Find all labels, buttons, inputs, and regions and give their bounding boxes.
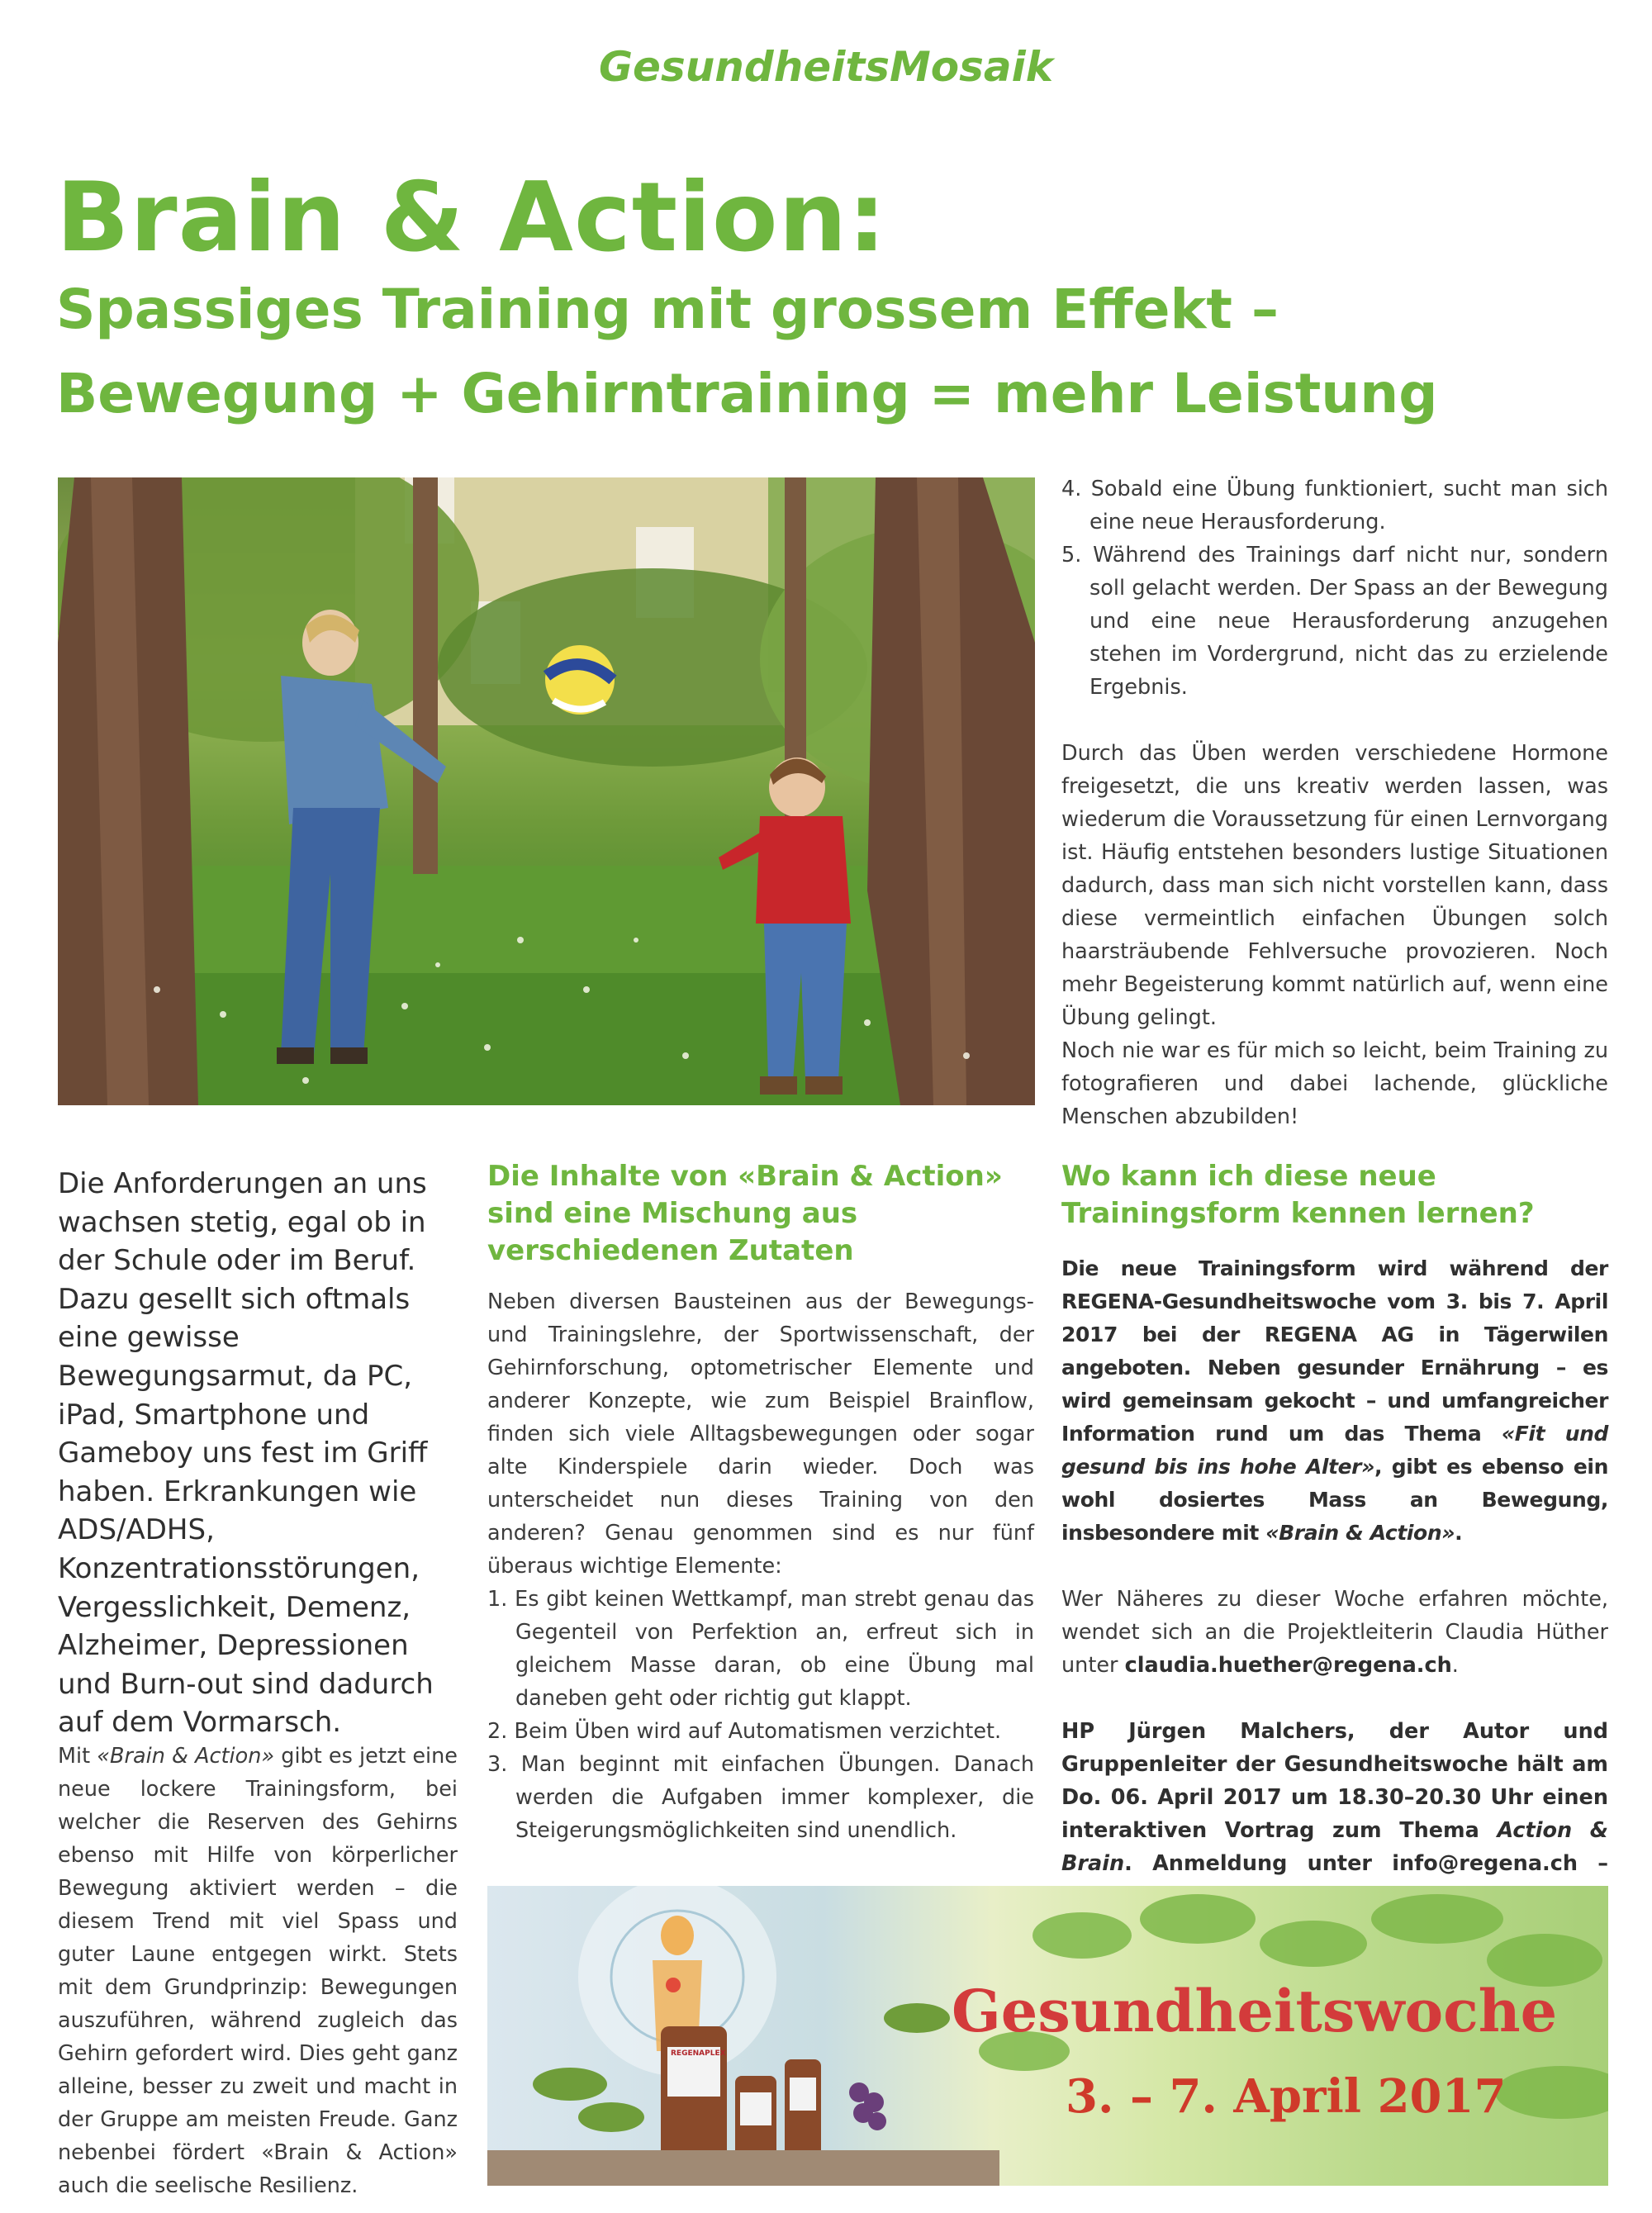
banner-date: 3. – 7. April 2017 xyxy=(1066,2069,1507,2124)
column2-heading-box xyxy=(487,1158,1041,1270)
column1-body xyxy=(58,1740,458,2202)
article-subtitle-line1: Spassiges Training mit grossem Effekt – xyxy=(56,278,1279,341)
list-item xyxy=(1061,473,1608,539)
section-rubric: GesundheitsMosaik xyxy=(599,43,1053,91)
event-banner xyxy=(487,1886,1608,2186)
text-run: . Anmeldung unter info@regena.ch – xyxy=(1124,1851,1608,1876)
hormones-paragraph: Durch das Üben werden verschiedene Hormone freigesetzt, die uns kreativ werden lassen, was wiederum die Voraussetzung für einen Lernvorgang ist. Häufig entstehen besonders lustige Situationen dadurch, dass man sich nicht vorstellen kann, dass diese vermeintlich einfachen Übungen solch haarsträubende Fehlversuche provozieren. Noch mehr Begeisterung kommt natürlich auf, wenn eine Übung gelingt. xyxy=(1061,741,1608,1030)
text-run: Mit xyxy=(58,1744,97,1769)
list-text: Während des Trainings darf nicht nur, sondern soll gelacht werden. Der Spass an der Bewegung und eine neue Herausforderung anzugehen stehen im Vordergrund, nicht das zu erzielende Ergebnis. xyxy=(1089,543,1609,700)
column3-heading-box xyxy=(1061,1158,1607,1232)
text-run: Wer Näheres zu dieser Woche erfahren möchte, wendet sich an die Projektleiterin Claudia Hüther unter xyxy=(1061,1587,1608,1678)
product-label: REGENAPLEX xyxy=(671,2049,726,2058)
column2-intro: Neben diversen Bausteinen aus der Bewegungs- und Trainingslehre, der Sportwissenschaft, der Gehirnforschung, optometrischer Elemente und anderer Konzepte, wie zum Beispiel Brainflow, finden sich viele Alltagsbewegungen oder sogar alte Kinderspiele darin wieder. Doch was unterscheidet nun dieses Training von den anderen? Genau genommen sind es nur fünf überaus wichtige Elemente: xyxy=(487,1289,1034,1579)
text-run: HP Jürgen Malchers, der Autor und Gruppenleiter der Gesundheitswoche hält am Do. 06. April 2017 um 18.30–20.30 Uhr einen interaktiven Vortrag zum Thema xyxy=(1061,1719,1608,1843)
event-paragraph xyxy=(1061,1252,1608,1550)
list-number: 5. xyxy=(1061,543,1082,567)
column3-heading: Wo kann ich diese neue Trainingsform kennen lernen? xyxy=(1061,1160,1535,1230)
list-item xyxy=(487,1583,1034,1715)
text-run: , gibt es ebenso ein wohl dosiertes Mass an Bewegung, insbesondere mit xyxy=(1061,1455,1608,1545)
article-subtitle-line2: Bewegung + Gehirntraining = mehr Leistung xyxy=(56,362,1438,425)
article-photo xyxy=(58,477,1035,1105)
list-item xyxy=(487,1748,1034,1847)
list-item xyxy=(1061,539,1608,704)
column3-body xyxy=(1061,1252,1608,1913)
lecture-paragraph xyxy=(1061,1715,1608,1913)
contact-email[interactable]: claudia.huether@regena.ch xyxy=(1124,1653,1452,1678)
lead-paragraph: Die Anforderungen an uns wachsen stetig, egal ob in der Schule oder im Beruf. Dazu gesellt sich oftmals eine gewisse Bewegungsarmut, da PC, iPad, Smartphone und Gameboy uns fest im Griff haben. Erkrankungen wie ADS/ADHS, Konzentrationsstörungen, Vergesslichkeit, Demenz, Alzheimer, Depressionen und Burn-out sind dadurch auf dem Vormarsch. xyxy=(58,1167,434,1740)
list-number: 3. xyxy=(487,1752,508,1777)
contact-paragraph xyxy=(1061,1583,1608,1682)
brand-emphasis: «Brain & Action» xyxy=(97,1744,275,1769)
list-text: Beim Üben wird auf Automatismen verzichtet. xyxy=(514,1719,1002,1744)
column3-top xyxy=(1061,473,1608,1133)
elements-list-continued xyxy=(1061,473,1608,704)
elements-list xyxy=(487,1583,1034,1847)
banner-title: Gesundheitswoche xyxy=(952,1977,1558,2045)
brand-emphasis: «Brain & Action» xyxy=(1265,1521,1455,1545)
column2-heading: Die Inhalte von «Brain & Action» sind eine Mischung aus verschiedenen Zutaten xyxy=(487,1160,1003,1267)
text-run: gibt es jetzt eine neue lockere Trainingsform, bei welcher die Reserven des Gehirns ebenso mit Hilfe von körperlicher Bewegung aktiviert werden – die diesem Trend mit viel Spass und guter Laune entgegen wirkt. Stets mit dem Grundprinzip: Bewegungen auszuführen, während zugleich das Gehirn gefordert wird. Dies geht ganz alleine, besser zu zweit und macht in der Gruppe am meisten Freude. Ganz nebenbei fördert «Brain & Action» auch die seelische Resilienz. xyxy=(58,1744,458,2198)
column2-body xyxy=(487,1285,1034,1847)
topic-emphasis: Action & Brain xyxy=(1061,1818,1608,1876)
list-text: Man beginnt mit einfachen Übungen. Danach werden die Aufgaben immer komplexer, die Steigerungsmöglichkeiten sind unendlich. xyxy=(515,1752,1035,1843)
list-number: 2. xyxy=(487,1719,508,1744)
list-text: Es gibt keinen Wettkampf, man strebt genau das Gegenteil von Perfektion an, erfreut sich in gleichem Masse daran, ob eine Übung mal daneben geht oder richtig gut klappt. xyxy=(515,1587,1035,1711)
text-run: Die neue Trainingsform wird während der REGENA-Gesundheitswoche vom 3. bis 7. April 2017 bei der REGENA AG in Tägerwilen angeboten. Neben gesunder Ernährung – es wird gemeinsam gekocht – und umfangreicher Information rund um das Thema xyxy=(1061,1256,1608,1446)
text-run: . xyxy=(1455,1521,1463,1545)
intro-paragraph xyxy=(58,1740,458,2202)
list-number: 1. xyxy=(487,1587,508,1612)
list-number: 4. xyxy=(1061,477,1082,501)
photographer-note: Noch nie war es für mich so leicht, beim Training zu fotografieren und dabei lachende, glückliche Menschen abzubilden! xyxy=(1061,1038,1608,1129)
list-text: Sobald eine Übung funktioniert, sucht man sich eine neue Herausforderung. xyxy=(1089,477,1608,534)
topic-emphasis: «Fit und gesund bis ins hohe Alter» xyxy=(1061,1422,1608,1479)
photo-park-scene xyxy=(58,477,1035,1105)
text-run: . xyxy=(1451,1653,1459,1678)
article-title: Brain & Action: xyxy=(56,162,887,273)
list-item xyxy=(487,1715,1034,1748)
